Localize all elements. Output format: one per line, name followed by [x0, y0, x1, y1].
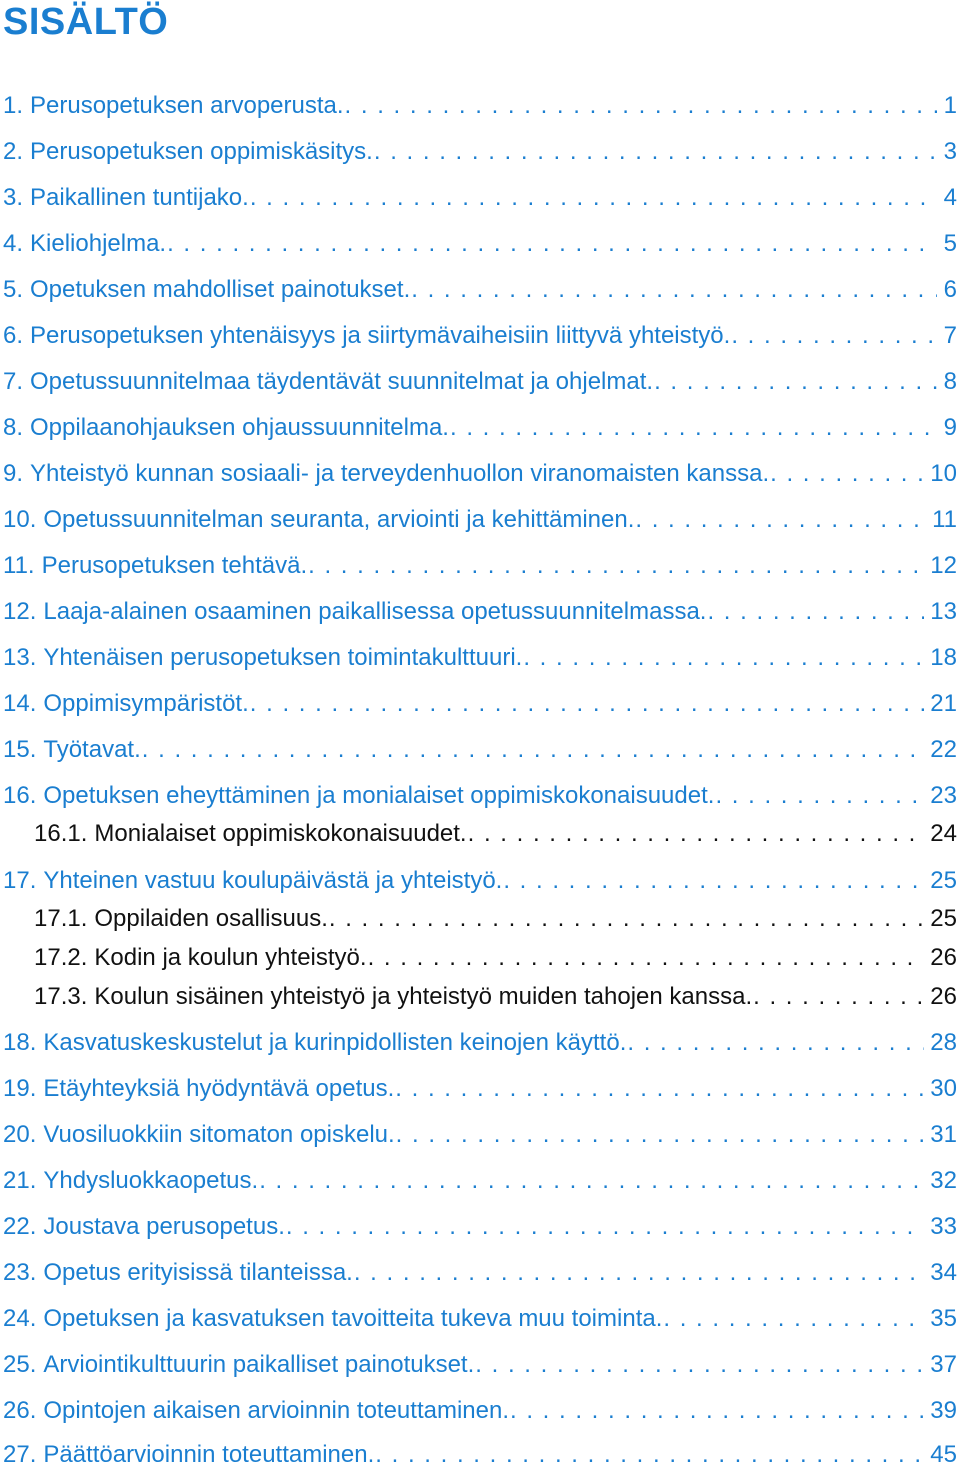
toc-entry-number: 15. — [3, 736, 37, 763]
toc-entry-title: Vuosiluokkiin sitomaton opiskelu. — [43, 1121, 395, 1148]
toc-entry-page: 35 — [930, 1305, 957, 1332]
toc-entry-page: 13 — [930, 598, 957, 625]
toc-entry-number: 3. — [3, 184, 24, 211]
toc-entry-10[interactable] — [3, 505, 957, 535]
toc-leader-dots — [654, 367, 937, 397]
toc-entry-title: Paikallinen tuntijako. — [30, 184, 249, 211]
toc-entry-21[interactable] — [3, 1166, 957, 1196]
toc-entry-page: 6 — [943, 276, 957, 303]
toc-entry-number: 7. — [3, 368, 24, 395]
toc-entry-title: Opetuksen ja kasvatuksen tavoitteita tukeva muu toiminta. — [43, 1305, 663, 1332]
toc-entry-page: 28 — [930, 1029, 957, 1056]
toc-leader-dots — [142, 735, 925, 765]
toc-entry-page: 12 — [930, 552, 957, 579]
toc-leader-dots — [368, 943, 925, 973]
toc-entry-number: 19. — [3, 1075, 37, 1102]
toc-entry-13[interactable] — [3, 643, 957, 673]
toc-entry-12[interactable] — [3, 597, 957, 627]
toc-entry-title: Laaja-alainen osaaminen paikallisessa opetussuunnitelmassa. — [43, 598, 707, 625]
toc-entry-9[interactable] — [3, 459, 957, 489]
toc-leader-dots — [635, 505, 926, 535]
toc-entry-2[interactable] — [3, 137, 957, 167]
toc-entry-20[interactable] — [3, 1120, 957, 1150]
toc-entry-number: 13. — [3, 644, 37, 671]
toc-entry-title: Perusopetuksen arvoperusta. — [30, 92, 344, 119]
toc-leader-dots — [250, 689, 925, 719]
toc-entry-page: 21 — [930, 690, 957, 717]
toc-entry-page: 34 — [930, 1259, 957, 1286]
toc-leader-dots — [250, 183, 937, 213]
toc-entry-title: Etäyhteyksiä hyödyntävä opetus. — [43, 1075, 395, 1102]
toc-entry-page: 25 — [930, 905, 957, 932]
toc-entry-page: 30 — [930, 1075, 957, 1102]
toc-leader-dots — [663, 1304, 924, 1334]
toc-entry-page: 4 — [943, 184, 957, 211]
toc-entry-number: 1. — [3, 92, 24, 119]
toc-entry-7[interactable] — [3, 367, 957, 397]
toc-entry-title: Perusopetuksen tehtävä. — [41, 552, 308, 579]
toc-entry-title: Oppimisympäristöt. — [43, 690, 249, 717]
toc-entry-title: Opetussuunnitelmaa täydentävät suunnitelmat ja ohjelmat. — [30, 368, 654, 395]
toc-entry-number: 6. — [3, 322, 24, 349]
toc-entry-number: 18. — [3, 1029, 37, 1056]
toc-leader-dots — [523, 643, 924, 673]
toc-entry-number: 20. — [3, 1121, 37, 1148]
toc-entry-number: 11. — [3, 552, 35, 579]
toc-entry-number: 17.2. — [34, 944, 88, 971]
toc-subentry-16-1[interactable] — [34, 819, 957, 849]
toc-leader-dots — [411, 275, 937, 305]
toc-leader-dots — [375, 1440, 924, 1470]
toc-entry-title: Kieliohjelma. — [30, 230, 167, 257]
toc-entry-11[interactable] — [3, 551, 957, 581]
toc-entry-title: Päättöarvioinnin toteuttaminen. — [43, 1441, 375, 1468]
toc-entry-page: 39 — [930, 1397, 957, 1424]
toc-subentry-17-1[interactable] — [34, 904, 957, 934]
toc-entry-number: 21. — [3, 1167, 37, 1194]
toc-entry-page: 3 — [943, 138, 957, 165]
toc-entry-number: 17.3. — [34, 983, 88, 1010]
toc-entry-page: 1 — [943, 92, 957, 119]
toc-entry-page: 22 — [930, 736, 957, 763]
toc-entry-title: Opintojen aikaisen arvioinnin toteuttaminen. — [43, 1397, 509, 1424]
toc-leader-dots — [354, 1258, 924, 1288]
toc-leader-dots — [707, 597, 924, 627]
toc-entry-page: 10 — [930, 460, 957, 487]
toc-entry-title: Kodin ja koulun yhteistyö. — [94, 944, 367, 971]
toc-entry-number: 27. — [3, 1441, 37, 1468]
toc-leader-dots — [308, 551, 924, 581]
toc-entry-title: Työtavat. — [43, 736, 141, 763]
toc-entry-page: 37 — [930, 1351, 957, 1378]
toc-entry-page: 9 — [943, 414, 957, 441]
toc-entry-number: 10. — [3, 506, 37, 533]
toc-entry-page: 18 — [930, 644, 957, 671]
toc-entry-page: 5 — [943, 230, 957, 257]
toc-entry-5[interactable] — [3, 275, 957, 305]
toc-entry-16[interactable] — [3, 781, 957, 811]
toc-entry-title: Opetuksen eheyttäminen ja monialaiset oppimiskokonaisuudet. — [43, 782, 715, 809]
page-title: SISÄLTÖ — [3, 1, 169, 43]
toc-entry-page: 11 — [932, 506, 957, 533]
toc-entry-number: 2. — [3, 138, 24, 165]
toc-leader-dots — [715, 781, 924, 811]
toc-entry-page: 24 — [930, 820, 957, 847]
toc-entry-15[interactable] — [3, 735, 957, 765]
toc-entry-title: Yhdysluokkaopetus. — [43, 1167, 259, 1194]
toc-entry-number: 26. — [3, 1397, 37, 1424]
toc-entry-title: Joustava perusopetus. — [43, 1213, 285, 1240]
toc-entry-title: Koulun sisäinen yhteistyö ja yhteistyö muiden tahojen kanssa. — [94, 983, 753, 1010]
toc-leader-dots — [450, 413, 937, 443]
toc-entry-title: Yhteistyö kunnan sosiaali- ja terveydenhuollon viranomaisten kanssa. — [30, 460, 770, 487]
toc-entry-number: 16. — [3, 782, 37, 809]
toc-entry-title: Arviointikulttuurin paikalliset painotukset. — [43, 1351, 475, 1378]
toc-entry-25[interactable] — [3, 1350, 957, 1380]
toc-entry-number: 22. — [3, 1213, 37, 1240]
toc-leader-dots — [510, 1396, 924, 1426]
toc-leader-dots — [770, 459, 924, 489]
toc-entry-number: 16.1. — [34, 820, 88, 847]
toc-entry-number: 14. — [3, 690, 37, 717]
toc-entry-3[interactable] — [3, 183, 957, 213]
toc-entry-number: 17. — [3, 867, 37, 894]
toc-entry-18[interactable] — [3, 1028, 957, 1058]
toc-entry-title: Yhteinen vastuu koulupäivästä ja yhteistyö. — [43, 867, 503, 894]
toc-entry-19[interactable] — [3, 1074, 957, 1104]
toc-entry-title: Monialaiset oppimiskokonaisuudet. — [94, 820, 467, 847]
toc-leader-dots — [475, 1350, 924, 1380]
toc-entry-27[interactable] — [3, 1440, 957, 1470]
toc-entry-22[interactable] — [3, 1212, 957, 1242]
toc-entry-number: 23. — [3, 1259, 37, 1286]
toc-leader-dots — [396, 1120, 925, 1150]
toc-entry-14[interactable] — [3, 689, 957, 719]
toc-entry-number: 17.1. — [34, 905, 88, 932]
toc-entry-6[interactable] — [3, 321, 957, 351]
toc-entry-number: 5. — [3, 276, 24, 303]
toc-entry-title: Opetuksen mahdolliset painotukset. — [30, 276, 411, 303]
toc-leader-dots — [374, 137, 937, 167]
toc-entry-page: 45 — [930, 1441, 957, 1468]
toc-entry-page: 25 — [930, 867, 957, 894]
toc-leader-dots — [503, 866, 924, 896]
toc-entry-1[interactable] — [3, 91, 957, 121]
toc-leader-dots — [468, 819, 925, 849]
toc-entry-page: 33 — [930, 1213, 957, 1240]
toc-leader-dots — [167, 229, 937, 259]
toc-entry-number: 8. — [3, 414, 24, 441]
toc-leader-dots — [753, 982, 924, 1012]
toc-entry-title: Perusopetuksen yhtenäisyys ja siirtymävaiheisiin liittyvä yhteistyö. — [30, 322, 731, 349]
toc-entry-page: 8 — [943, 368, 957, 395]
toc-leader-dots — [627, 1028, 924, 1058]
toc-entry-title: Opetus erityisissä tilanteissa. — [43, 1259, 353, 1286]
toc-leader-dots — [329, 904, 924, 934]
toc-entry-page: 32 — [930, 1167, 957, 1194]
toc-entry-4[interactable] — [3, 229, 957, 259]
toc-entry-number: 12. — [3, 598, 37, 625]
toc-entry-17[interactable] — [3, 866, 957, 896]
toc-entry-page: 23 — [930, 782, 957, 809]
toc-subentry-17-3[interactable] — [34, 982, 957, 1012]
toc-entry-number: 25. — [3, 1351, 37, 1378]
toc-entry-23[interactable] — [3, 1258, 957, 1288]
toc-entry-number: 9. — [3, 460, 24, 487]
toc-entry-number: 4. — [3, 230, 24, 257]
toc-leader-dots — [286, 1212, 924, 1242]
toc-entry-24[interactable] — [3, 1304, 957, 1334]
toc-entry-title: Perusopetuksen oppimiskäsitys. — [30, 138, 373, 165]
toc-entry-title: Kasvatuskeskustelut ja kurinpidollisten keinojen käyttö. — [43, 1029, 627, 1056]
toc-entry-8[interactable] — [3, 413, 957, 443]
toc-entry-number: 24. — [3, 1305, 37, 1332]
toc-entry-page: 7 — [943, 322, 957, 349]
toc-leader-dots — [259, 1166, 924, 1196]
toc-entry-title: Opetussuunnitelman seuranta, arviointi ja kehittäminen. — [43, 506, 635, 533]
toc-entry-page: 26 — [930, 944, 957, 971]
toc-entry-26[interactable] — [3, 1396, 957, 1426]
toc-entry-page: 31 — [930, 1121, 957, 1148]
toc-leader-dots — [395, 1074, 924, 1104]
toc-entry-page: 26 — [930, 983, 957, 1010]
toc-leader-dots — [731, 321, 937, 351]
toc-leader-dots — [345, 91, 937, 121]
toc-subentry-17-2[interactable] — [34, 943, 957, 973]
toc-entry-title: Oppilaiden osallisuus. — [94, 905, 328, 932]
toc-entry-title: Oppilaanohjauksen ohjaussuunnitelma. — [30, 414, 449, 441]
toc-entry-title: Yhtenäisen perusopetuksen toimintakulttuuri. — [43, 644, 523, 671]
